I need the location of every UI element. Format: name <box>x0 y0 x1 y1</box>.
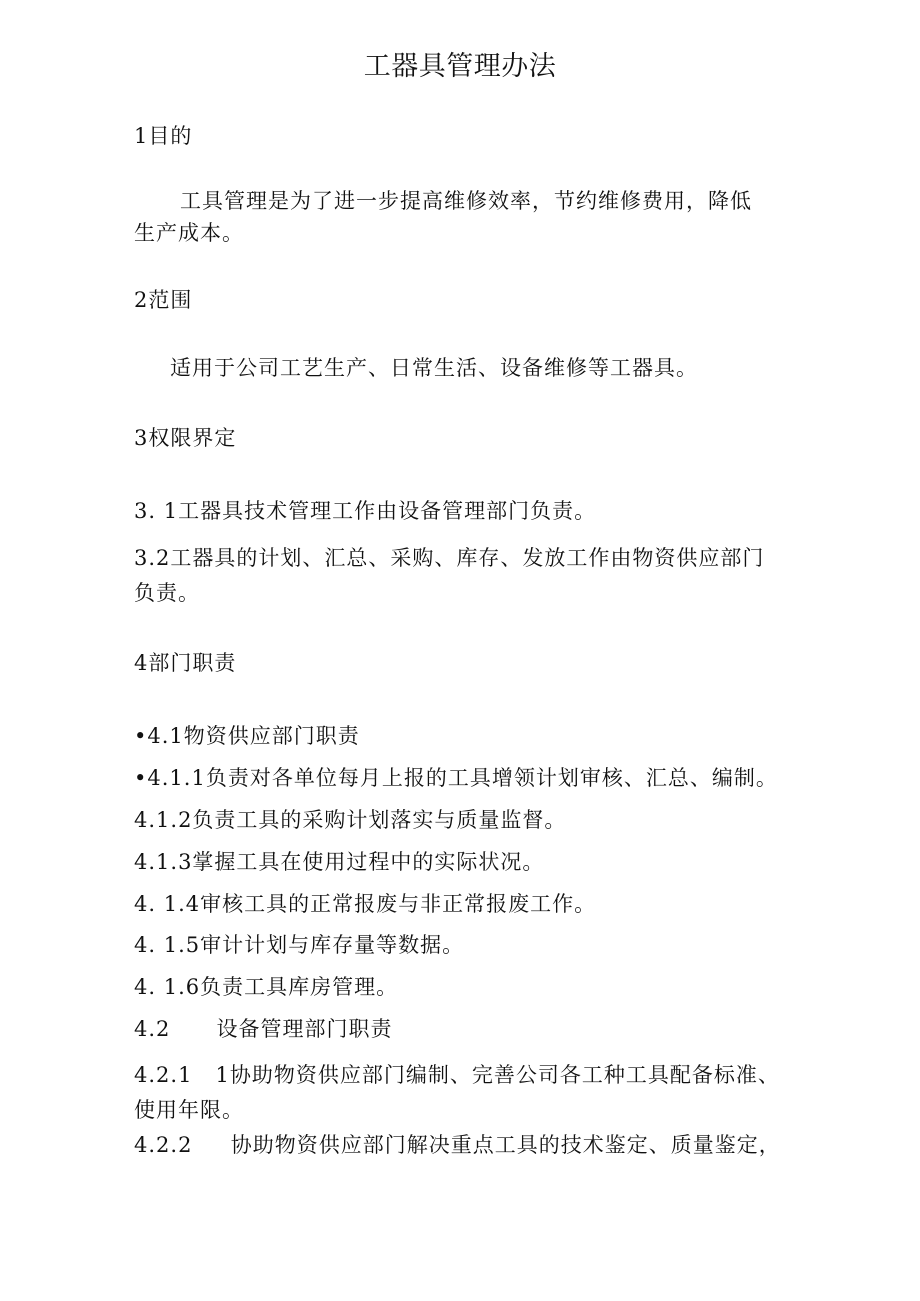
purpose-text-line-2: 生产成本。 <box>134 221 244 245</box>
duties-item-4-1-1: •4.1.1负责对各单位每月上报的工具增领计划审核、汇总、编制。 <box>134 766 778 790</box>
scope-text: 适用于公司工艺生产、日常生活、设备维修等工器具。 <box>170 356 698 380</box>
authority-item-3-1: 3. 1工器具技术管理工作由设备管理部门负责。 <box>134 499 597 523</box>
section-heading-scope: 2范围 <box>134 288 193 312</box>
duties-item-4-2-1-line-1: 4.2.1 1协助物资供应部门编制、完善公司各工种工具配备标准、 <box>134 1063 780 1087</box>
authority-item-3-2-line-1: 3.2工器具的计划、汇总、采购、库存、发放工作由物资供应部门 <box>134 546 765 570</box>
duties-item-4-2-1-line-2: 使用年限。 <box>134 1098 244 1122</box>
authority-item-3-2-line-2: 负责。 <box>134 581 200 605</box>
purpose-text-line-1: 工具管理是为了进一步提高维修效率，节约维修费用，降低 <box>180 189 752 213</box>
duties-item-4-1-4: 4. 1.4审核工具的正常报废与非正常报废工作。 <box>134 892 597 916</box>
section-heading-authority: 3权限界定 <box>134 426 237 450</box>
page-title: 工器具管理办法 <box>363 51 557 82</box>
duties-item-4-1-2: 4.1.2负责工具的采购计划落实与质量监督。 <box>134 808 567 832</box>
duties-item-4-1-5: 4. 1.5审计计划与库存量等数据。 <box>134 933 465 957</box>
duties-item-4-1-6: 4. 1.6负责工具库房管理。 <box>134 975 399 999</box>
duties-item-4-2: 4.2 设备管理部门职责 <box>134 1017 393 1041</box>
section-heading-purpose: 1目的 <box>134 124 193 148</box>
duties-item-4-1: •4.1物资供应部门职责 <box>134 724 360 748</box>
duties-item-4-2-2: 4.2.2 协助物资供应部门解决重点工具的技术鉴定、质量鉴定， <box>134 1133 781 1157</box>
section-heading-duties: 4部门职责 <box>134 651 237 675</box>
duties-item-4-1-3: 4.1.3掌握工具在使用过程中的实际状况。 <box>134 850 545 874</box>
